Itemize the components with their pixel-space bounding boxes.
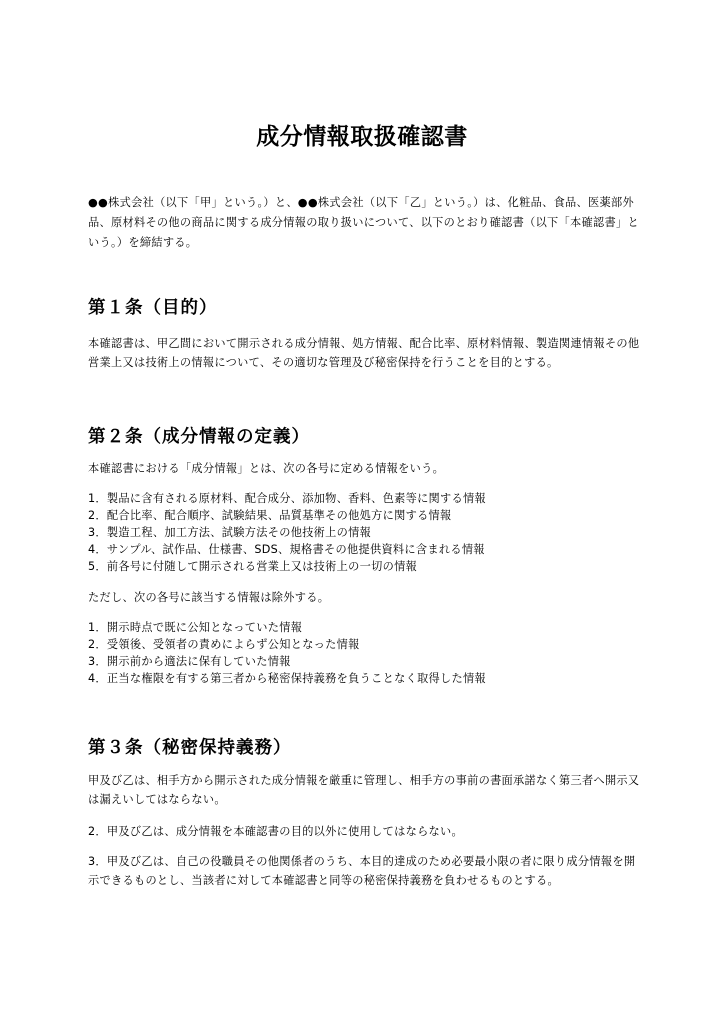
article-2-heading: 第２条（成分情報の定義） [88,427,310,447]
article-3-paragraph-3: 3．甲及び乙は、自己の役職員その他関係者のうち、本目的達成のため必要最小限の者に限り成分情報を開示できるものとし、当該者に対して本確認書と同等の秘密保持義務を負わせるものとする。 [88,855,636,887]
document-title: 成分情報取扱確認書 [256,124,468,150]
article-2-exclusions-list [88,619,640,687]
list-item: 2．受領後、受領者の責めによらず公知となった情報 [88,638,360,651]
article-3-heading: 第３条（秘密保持義務） [88,738,292,758]
list-item: 3．開示前から適法に保有していた情報 [88,655,291,668]
list-item: 5．前各号に付随して開示される営業上又は技術上の一切の情報 [88,560,418,573]
article-1-body: 本確認書は、甲乙間において開示される成分情報、処方情報、配合比率、原材料情報、製造関連情報その他営業上又は技術上の情報について、その適切な管理及び秘密保持を行うことを目的とする。 [88,337,640,369]
list-item: 4．正当な権限を有する第三者から秘密保持義務を負うことなく取得した情報 [88,672,486,685]
intro-paragraph: ●●株式会社（以下「甲」という。）と、●●株式会社（以下「乙」という。）は、化粧品、食品、医薬部外品、原材料その他の商品に関する成分情報の取り扱いについて、以下のとおり確認書（以下「本確認書」という。）を締結する。 [88,196,639,249]
list-item: 2．配合比率、配合順序、試験結果、品質基準その他処方に関する情報 [88,509,452,522]
list-item: 1．製品に含有される原材料、配合成分、添加物、香料、色素等に関する情報 [88,492,486,505]
article-1-heading: 第１条（目的） [88,298,218,318]
article-2-items-list [88,490,640,575]
article-3-paragraph-1: 甲及び乙は、相手方から開示された成分情報を厳重に管理し、相手方の事前の書面承諾なく第三者へ開示又は漏えいしてはならない。 [88,774,640,806]
article-2-exclusion-lead: ただし、次の各号に該当する情報は除外する。 [88,591,330,604]
article-2-lead: 本確認書における「成分情報」とは、次の各号に定める情報をいう。 [88,462,445,475]
list-item: 4．サンプル、試作品、仕様書、SDS、規格書その他提供資料に含まれる情報 [88,543,485,556]
list-item: 3．製造工程、加工方法、試験方法その他技術上の情報 [88,526,372,539]
list-item: 1．開示時点で既に公知となっていた情報 [88,621,303,634]
article-3-paragraph-2: 2．甲及び乙は、成分情報を本確認書の目的以外に使用してはならない。 [88,825,464,838]
